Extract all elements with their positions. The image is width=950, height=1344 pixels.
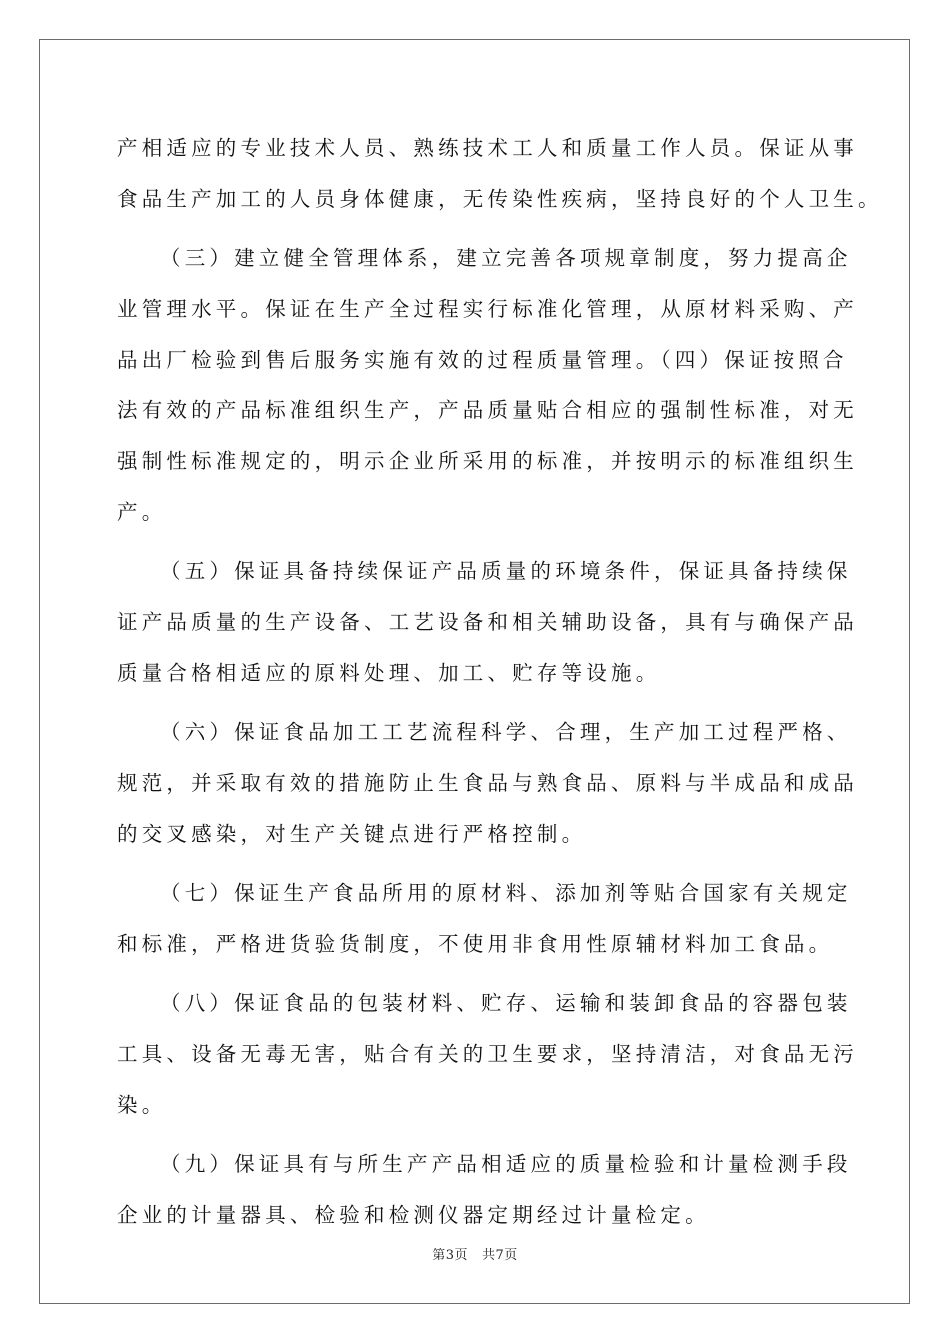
text-line: （六）保证食品加工工艺流程科学、合理，生产加工过程严格、: [160, 720, 852, 745]
page-footer: [0, 1244, 950, 1263]
paragraph-item-3: [117, 233, 858, 538]
paragraph-item-6: [117, 707, 858, 859]
text-line: （七）保证生产食品所用的原材料、添加剂等贴合国家有关规定: [160, 881, 852, 906]
text-line: 食品生产加工的人员身体健康，无传染性疾病，坚持良好的个人卫生。: [117, 186, 883, 211]
text-line: （五）保证具备持续保证产品质量的环境条件，保证具备持续保: [160, 559, 852, 584]
text-line: 规范，并采取有效的措施防止生食品与熟食品、原料与半成品和成品: [117, 771, 858, 796]
text-line: 工具、设备无毒无害，贴合有关的卫生要求，坚持清洁，对食品无污: [117, 1042, 858, 1067]
paragraph-item-7: [117, 868, 852, 970]
text-line: 法有效的产品标准组织生产，产品质量贴合相应的强制性标准，对无: [117, 398, 858, 423]
text-line: 证产品质量的生产设备、工艺设备和相关辅助设备，具有与确保产品: [117, 610, 858, 635]
text-line: 染。: [117, 1092, 167, 1117]
text-line: 产相适应的专业技术人员、熟练技术工人和质量工作人员。保证从事: [117, 136, 858, 160]
text-line: 强制性标准规定的，明示企业所采用的标准，并按明示的标准组织生: [117, 449, 858, 474]
paragraph-item-5: [117, 546, 858, 698]
text-line: 企业的计量器具、检验和检测仪器定期经过计量检定。: [117, 1202, 710, 1227]
text-line: （九）保证具有与所生产产品相适应的质量检验和计量检测手段: [160, 1152, 852, 1177]
document-body: [117, 123, 883, 1241]
text-line: 和标准，严格进货验货制度，不使用非食用性原辅材料加工食品。: [117, 931, 834, 956]
page-total: 共7页: [482, 1248, 518, 1263]
text-line: 产。: [117, 500, 167, 525]
text-line: （三）建立健全管理体系，建立完善各项规章制度，努力提高企: [160, 246, 852, 271]
paragraph-item-9: [117, 1139, 852, 1241]
text-line: 业管理水平。保证在生产全过程实行标准化管理，从原材料采购、产: [117, 296, 858, 321]
paragraph-continuation: [117, 123, 883, 225]
paragraph-item-8: [117, 978, 858, 1130]
text-line: 品出厂检验到售后服务实施有效的过程质量管理。（四）保证按照合: [117, 347, 848, 372]
text-line: 质量合格相适应的原料处理、加工、贮存等设施。: [117, 660, 661, 685]
text-line: （八）保证食品的包装材料、贮存、运输和装卸食品的容器包装: [160, 991, 852, 1016]
page-number: 第3页: [432, 1248, 468, 1263]
text-line: 的交叉感染，对生产关键点进行严格控制。: [117, 821, 587, 846]
